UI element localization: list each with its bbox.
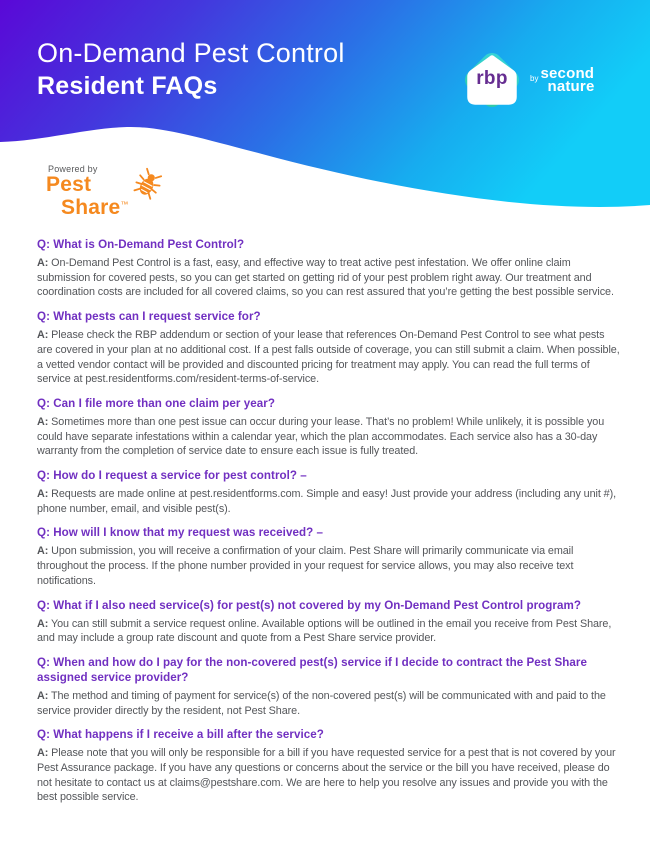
answer-text: Please check the RBP addendum or section of your lease that references On-Demand Pest Control to see what pests are covered in your plan at no additional cost. If a pest falls outside of coverage, you can still submit a claim. When possible, a vetted vendor contact will be provided and discounted pricing for treatment may apply. You can read the full terms of service at pest.residentforms.com/resident-terms-of-service. — [37, 329, 620, 386]
pest-share-logo — [46, 164, 161, 218]
faq-item — [37, 655, 620, 718]
faq-item — [37, 598, 620, 646]
second-nature-line1: second — [540, 65, 595, 82]
rbp-wordmark: rbp — [476, 68, 508, 89]
faq-list — [0, 224, 650, 805]
answer-prefix: A: — [37, 488, 49, 501]
faq-answer — [37, 617, 620, 646]
by-label: by — [530, 74, 539, 83]
faq-item — [37, 468, 620, 516]
answer-prefix: A: — [37, 747, 49, 760]
faq-question: Q: What if I also need service(s) for pest(s) not covered by my On-Demand Pest Control program? — [37, 598, 581, 612]
faq-item — [37, 237, 620, 300]
faq-answer — [37, 415, 620, 459]
answer-text: On-Demand Pest Control is a fast, easy, and effective way to treat active pest infestation. We offer online claim submission for covered pests, so you can get started on getting rid of your pest problem right away. Our treatment and coordination costs are included for all covered claims, so you can rest assured that you’re getting the best possible service. — [37, 257, 614, 299]
pest-share-line2: Share™ — [61, 196, 129, 219]
faq-answer — [37, 487, 620, 516]
answer-text: You can still submit a service request online. Available options will be outlined in the email you receive from Pest Share, and may include a group rate discount and quote from a Pest Share service provider. — [37, 617, 612, 645]
answer-text: Upon submission, you will receive a confirmation of your claim. Pest Share will primarily communicate via email throughout the process. If the phone number provided in your request for service allows, you may also receive text notifications. — [37, 545, 574, 587]
faq-question: Q: How will I know that my request was received? – — [37, 526, 323, 540]
answer-prefix: A: — [37, 329, 49, 342]
faq-answer — [37, 689, 620, 718]
rbp-badge-icon — [462, 50, 522, 110]
page-subtitle: Resident FAQs — [37, 72, 218, 100]
faq-item — [37, 309, 620, 387]
hero-titles — [37, 36, 345, 102]
answer-prefix: A: — [37, 257, 49, 269]
powered-by-label: Powered by — [48, 164, 98, 174]
faq-question: Q: Can I file more than one claim per year? — [37, 396, 275, 410]
faq-question: Q: What pests can I request service for? — [37, 310, 261, 324]
faq-item — [37, 727, 620, 805]
faq-question: Q: What happens if I receive a bill after the service? — [37, 728, 324, 742]
answer-text: Sometimes more than one pest issue can occur during your lease. That’s no problem! While unlikely, it is possible you could have separate infestations within a calendar year, which the plan accommodates. Each service also has a 30-day warranty from the completion of service date to ensure each issue is fully treated. — [37, 415, 605, 458]
answer-text: Requests are made online at pest.residentforms.com. Simple and easy! Just provide your address (including any unit #), phone number, email, and visible pest(s). — [37, 488, 617, 515]
answer-prefix: A: — [37, 689, 49, 702]
faq-answer — [37, 256, 620, 300]
answer-prefix: A: — [37, 545, 49, 558]
pest-share-line1: Pest — [46, 173, 92, 196]
rbp-second-nature-logo — [462, 50, 595, 110]
faq-answer — [37, 544, 620, 588]
page-title: On-Demand Pest Control — [37, 38, 345, 68]
pest-share-wordmark — [46, 175, 161, 218]
second-nature-line2: nature — [547, 78, 595, 95]
second-nature-name — [540, 67, 594, 93]
faq-item — [37, 396, 620, 459]
faq-answer — [37, 328, 620, 387]
hero-header — [0, 0, 650, 224]
faq-question: Q: How do I request a service for pest control? – — [37, 469, 307, 483]
answer-prefix: A: — [37, 415, 49, 428]
faq-answer — [37, 746, 620, 805]
answer-text: Please note that you will only be responsible for a bill if you have requested service for a pest that is not covered by your Pest Assurance package. If you have any questions or concerns about the service or the bill you have received, please do not hesitate to contact us at claims@pestshare.com. We are here to help you resolve any issues and provide you with the best possible service. — [37, 747, 616, 804]
faq-item — [37, 525, 620, 588]
pest-share-text — [46, 175, 129, 218]
trademark-symbol: ™ — [120, 200, 129, 209]
faq-question: Q: What is On-Demand Pest Control? — [37, 238, 245, 251]
faq-question: Q: When and how do I pay for the non-covered pest(s) service if I decide to contract the Pest Share assigned service provider? — [37, 655, 587, 684]
answer-text: The method and timing of payment for service(s) of the non-covered pest(s) will be communicated with and paid to the service provider directly by the resident, not Pest Share. — [37, 689, 606, 717]
answer-prefix: A: — [37, 617, 49, 630]
second-nature-wordmark — [530, 67, 595, 93]
